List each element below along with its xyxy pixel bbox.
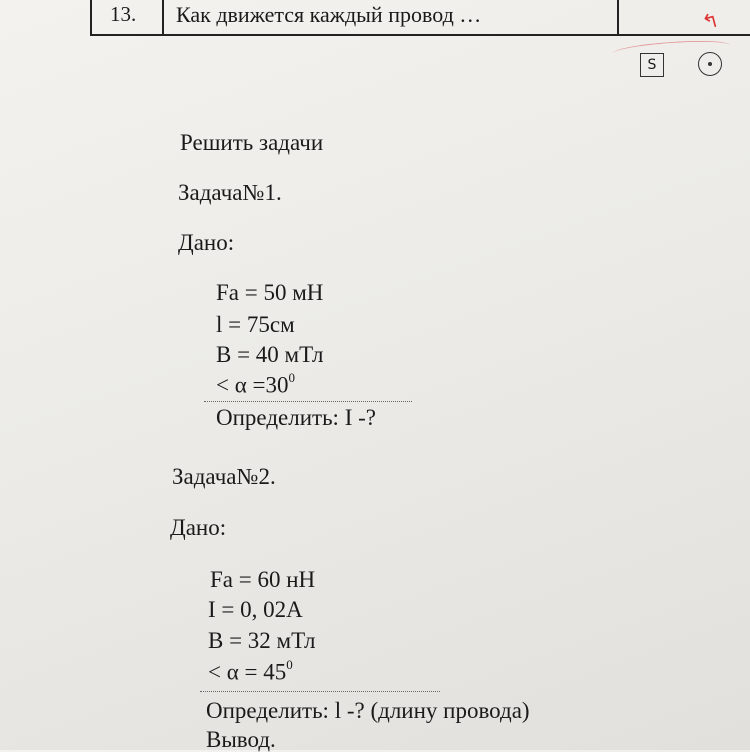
task2-given-label: Дано: xyxy=(170,515,227,540)
circle-dot-icon xyxy=(698,52,722,76)
task2-find: Определить: l -? (длину провода) xyxy=(206,698,530,723)
task1-divider xyxy=(204,401,412,402)
red-pen-mark: ↰ xyxy=(699,7,722,35)
task2-heading: Задача№2. xyxy=(172,464,276,489)
task1-length: l = 75см xyxy=(216,312,295,337)
task2-conclusion: Вывод. xyxy=(206,727,276,752)
s-box-icon: S xyxy=(640,53,664,77)
task1-heading: Задача№1. xyxy=(178,180,282,205)
task1-find: Определить: I -? xyxy=(216,405,376,430)
page-title: Решить задачи xyxy=(180,130,324,155)
task1-angle: < $\alpha =30^0$ xyxy=(216,370,295,398)
task1-angle-degree: 0 xyxy=(288,370,295,385)
table-divider xyxy=(162,0,164,34)
task2-divider xyxy=(200,691,440,692)
table-border-left xyxy=(90,0,92,34)
task2-angle-degree: 0 xyxy=(286,657,293,672)
task2-induction: B = 32 мТл xyxy=(208,628,316,653)
task2-current: I = 0, 02А xyxy=(208,597,303,622)
task1-force: Fa = 50 мН xyxy=(216,280,324,305)
table-divider-right xyxy=(617,0,619,34)
row-number: 13. xyxy=(110,2,137,26)
row-text: Как движется каждый провод … xyxy=(176,2,482,27)
task2-force: Fa = 60 нН xyxy=(210,567,316,592)
task1-given-label: Дано: xyxy=(178,230,235,255)
task1-induction: B = 40 мТл xyxy=(216,342,324,367)
task2-angle: < $\alpha = 45^0$ xyxy=(208,657,293,685)
